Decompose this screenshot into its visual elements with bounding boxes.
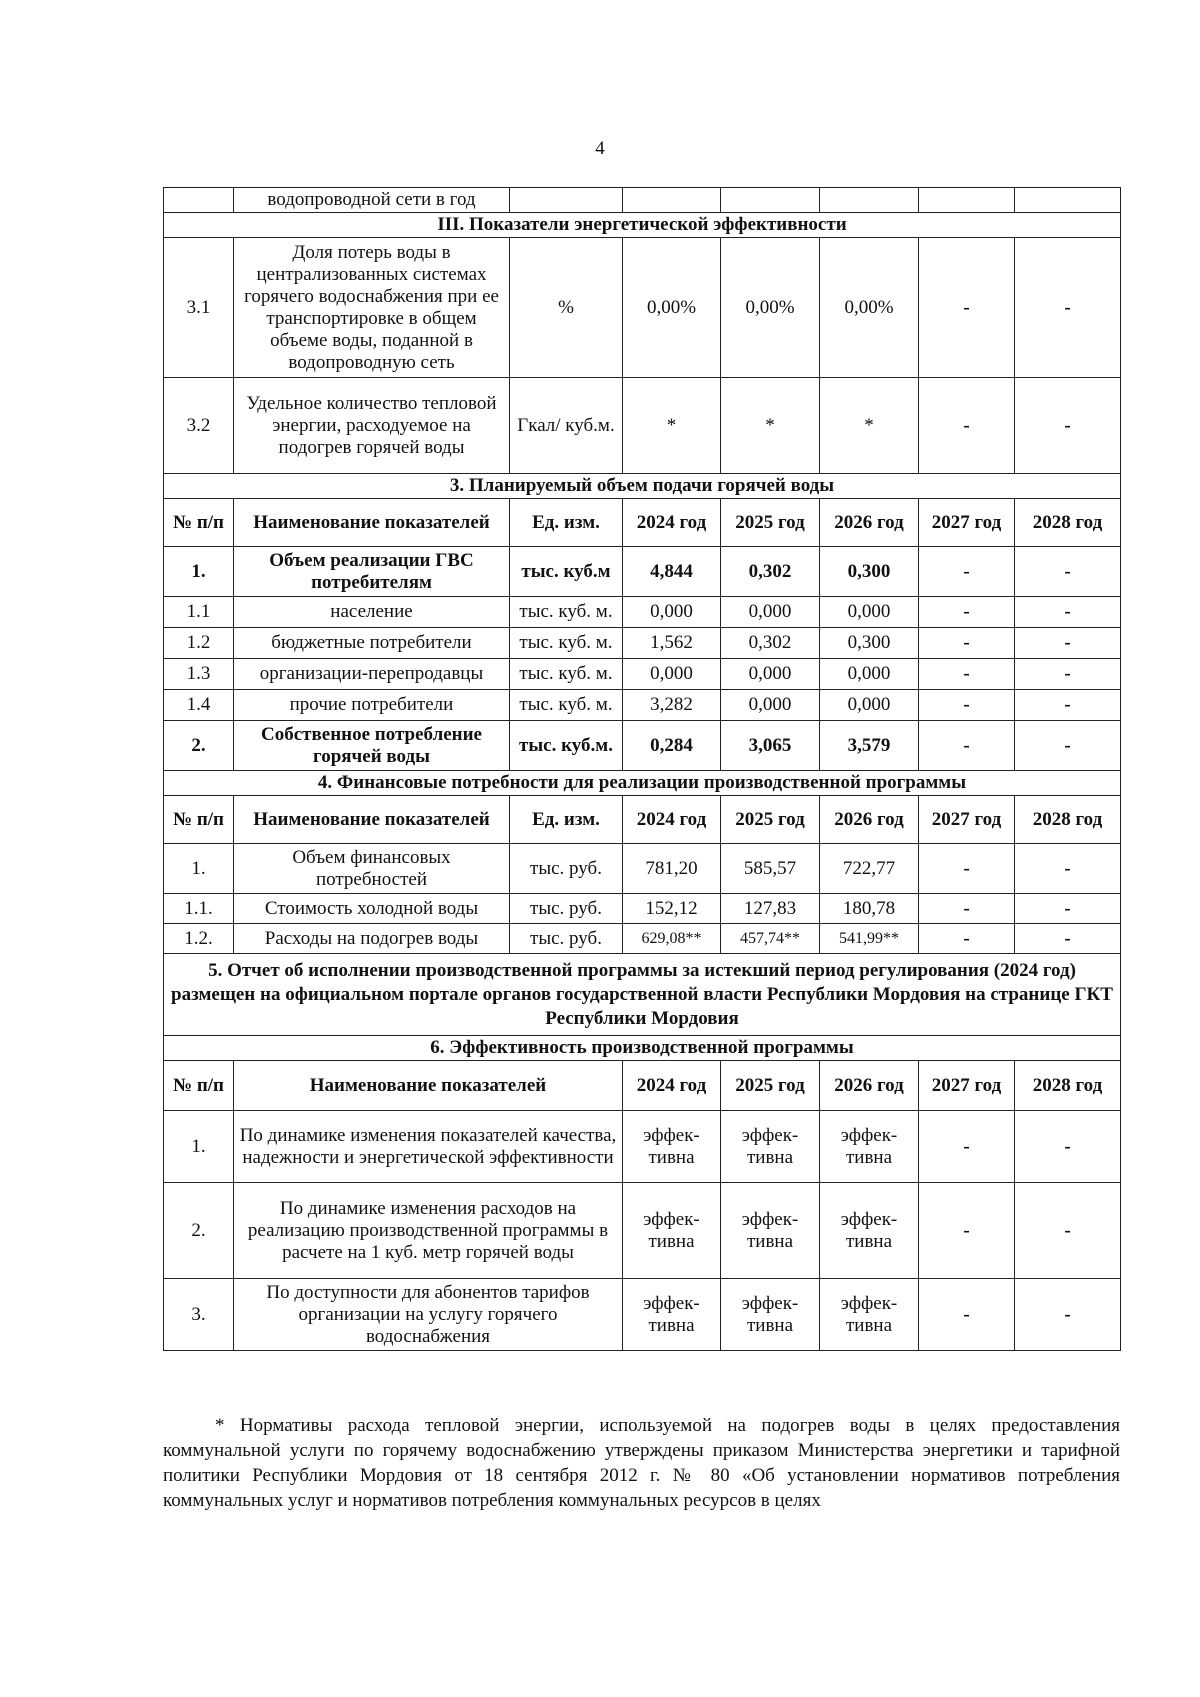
header-2024: 2024 год bbox=[623, 796, 721, 844]
row-num: 1.2. bbox=[164, 924, 234, 954]
row-name: Расходы на подогрев воды bbox=[234, 924, 510, 954]
value-2027: - bbox=[919, 1111, 1015, 1183]
header-num: № п/п bbox=[164, 1061, 234, 1111]
value-2024: эффек-тивна bbox=[623, 1111, 721, 1183]
value-2024: * bbox=[623, 378, 721, 474]
page-number: 4 bbox=[595, 138, 605, 159]
row-unit: тыс. руб. bbox=[510, 844, 623, 894]
section-title-volume: 3. Планируемый объем подачи горячей воды bbox=[164, 474, 1121, 499]
value-2028: - bbox=[1015, 659, 1121, 690]
value-2026: 3,579 bbox=[820, 721, 919, 771]
header-2027: 2027 год bbox=[919, 1061, 1015, 1111]
value-2024: 1,562 bbox=[623, 628, 721, 659]
header-2028: 2028 год bbox=[1015, 1061, 1121, 1111]
header-2026: 2026 год bbox=[820, 796, 919, 844]
value-2027: - bbox=[919, 844, 1015, 894]
row-name: Доля потерь воды в централизованных системах горячего водоснабжения при ее транспортировке в общем объеме воды, поданной в водопроводную сеть bbox=[234, 238, 510, 378]
table-row bbox=[164, 547, 1121, 597]
value-2028: - bbox=[1015, 924, 1121, 954]
row-name: По доступности для абонентов тарифов организации на услугу горячего водоснабжения bbox=[234, 1279, 623, 1351]
row-unit: тыс. куб. м. bbox=[510, 628, 623, 659]
value-2027: - bbox=[919, 378, 1015, 474]
row-name: Объем реализации ГВС потребителям bbox=[234, 547, 510, 597]
value-2027: - bbox=[919, 659, 1015, 690]
value-2025: 585,57 bbox=[721, 844, 820, 894]
program-table bbox=[163, 187, 1121, 1351]
value-2027: - bbox=[919, 690, 1015, 721]
value-2025: 0,302 bbox=[721, 547, 820, 597]
continuation-name: водопроводной сети в год bbox=[234, 188, 510, 213]
header-2027: 2027 год bbox=[919, 499, 1015, 547]
value-2028: - bbox=[1015, 690, 1121, 721]
row-num: 2. bbox=[164, 1183, 234, 1279]
header-2024: 2024 год bbox=[623, 499, 721, 547]
row-name: прочие потребители bbox=[234, 690, 510, 721]
table-row bbox=[164, 721, 1121, 771]
row-name: Удельное количество тепловой энергии, расходуемое на подогрев горячей воды bbox=[234, 378, 510, 474]
table-row bbox=[164, 1279, 1121, 1351]
header-num: № п/п bbox=[164, 499, 234, 547]
table-row bbox=[164, 1183, 1121, 1279]
row-num: 1.1. bbox=[164, 894, 234, 924]
value-2027: - bbox=[919, 597, 1015, 628]
row-num: 2. bbox=[164, 721, 234, 771]
row-num: 3.1 bbox=[164, 238, 234, 378]
value-2024: 152,12 bbox=[623, 894, 721, 924]
header-2028: 2028 год bbox=[1015, 796, 1121, 844]
header-2028: 2028 год bbox=[1015, 499, 1121, 547]
row-unit: % bbox=[510, 238, 623, 378]
value-2027: - bbox=[919, 721, 1015, 771]
value-2024: 0,000 bbox=[623, 659, 721, 690]
value-2028: - bbox=[1015, 894, 1121, 924]
value-2025: 0,302 bbox=[721, 628, 820, 659]
value-2026: * bbox=[820, 378, 919, 474]
header-name: Наименование показателей bbox=[234, 1061, 623, 1111]
row-unit: тыс. куб. м. bbox=[510, 659, 623, 690]
value-2024: 0,000 bbox=[623, 597, 721, 628]
value-2025: 0,000 bbox=[721, 659, 820, 690]
row-num: 3. bbox=[164, 1279, 234, 1351]
row-num: 3.2 bbox=[164, 378, 234, 474]
value-2028: - bbox=[1015, 238, 1121, 378]
value-2025: эффек-тивна bbox=[721, 1279, 820, 1351]
header-2026: 2026 год bbox=[820, 1061, 919, 1111]
row-name: население bbox=[234, 597, 510, 628]
table-row bbox=[164, 1111, 1121, 1183]
value-2027: - bbox=[919, 1183, 1015, 1279]
value-2026: 722,77 bbox=[820, 844, 919, 894]
row-unit: Гкал/ куб.м. bbox=[510, 378, 623, 474]
header-name: Наименование показателей bbox=[234, 796, 510, 844]
value-2027: - bbox=[919, 547, 1015, 597]
value-2027: - bbox=[919, 924, 1015, 954]
value-2025: 0,000 bbox=[721, 690, 820, 721]
header-2025: 2025 год bbox=[721, 796, 820, 844]
section-title-energy: III. Показатели энергетической эффективности bbox=[164, 213, 1121, 238]
value-2024: эффек-тивна bbox=[623, 1183, 721, 1279]
row-name: бюджетные потребители bbox=[234, 628, 510, 659]
value-2026: эффек-тивна bbox=[820, 1279, 919, 1351]
row-num: 1. bbox=[164, 844, 234, 894]
value-2028: - bbox=[1015, 547, 1121, 597]
value-2028: - bbox=[1015, 1279, 1121, 1351]
value-2027: - bbox=[919, 628, 1015, 659]
section-title-report: 5. Отчет об исполнении производственной программы за истекший период регулирования (2024 год) размещен на официальном портале органов государственной власти Республики Мордовия на странице ГКТ Республики Мордовия bbox=[164, 954, 1121, 1036]
table-row bbox=[164, 894, 1121, 924]
row-unit: тыс. руб. bbox=[510, 924, 623, 954]
value-2025: 3,065 bbox=[721, 721, 820, 771]
value-2028: - bbox=[1015, 378, 1121, 474]
table-row bbox=[164, 378, 1121, 474]
header-2026: 2026 год bbox=[820, 499, 919, 547]
table-row bbox=[164, 628, 1121, 659]
value-2027: - bbox=[919, 238, 1015, 378]
row-unit: тыс. куб. м. bbox=[510, 597, 623, 628]
value-2025: 0,00% bbox=[721, 238, 820, 378]
value-2026: 0,000 bbox=[820, 690, 919, 721]
row-num: 1. bbox=[164, 1111, 234, 1183]
row-name: По динамике изменения показателей качества, надежности и энергетической эффективности bbox=[234, 1111, 623, 1183]
value-2025: 457,74** bbox=[721, 924, 820, 954]
header-name: Наименование показателей bbox=[234, 499, 510, 547]
value-2028: - bbox=[1015, 597, 1121, 628]
table-header-row bbox=[164, 499, 1121, 547]
row-name: Собственное потребление горячей воды bbox=[234, 721, 510, 771]
value-2026: эффек-тивна bbox=[820, 1111, 919, 1183]
header-2025: 2025 год bbox=[721, 1061, 820, 1111]
value-2025: * bbox=[721, 378, 820, 474]
row-name: По динамике изменения расходов на реализацию производственной программы в расчете на 1 куб. метр горячей воды bbox=[234, 1183, 623, 1279]
value-2028: - bbox=[1015, 628, 1121, 659]
value-2026: 180,78 bbox=[820, 894, 919, 924]
value-2026: 0,000 bbox=[820, 659, 919, 690]
value-2026: 0,00% bbox=[820, 238, 919, 378]
value-2025: эффек-тивна bbox=[721, 1183, 820, 1279]
header-unit: Ед. изм. bbox=[510, 796, 623, 844]
value-2024: 3,282 bbox=[623, 690, 721, 721]
continuation-row bbox=[164, 188, 1121, 213]
row-num: 1.1 bbox=[164, 597, 234, 628]
row-unit: тыс. куб. м. bbox=[510, 690, 623, 721]
value-2026: 0,000 bbox=[820, 597, 919, 628]
header-unit: Ед. изм. bbox=[510, 499, 623, 547]
value-2025: 127,83 bbox=[721, 894, 820, 924]
row-unit: тыс. куб.м. bbox=[510, 721, 623, 771]
value-2026: 0,300 bbox=[820, 628, 919, 659]
value-2028: - bbox=[1015, 1183, 1121, 1279]
value-2027: - bbox=[919, 894, 1015, 924]
header-2024: 2024 год bbox=[623, 1061, 721, 1111]
value-2024: 781,20 bbox=[623, 844, 721, 894]
value-2026: 541,99** bbox=[820, 924, 919, 954]
header-2025: 2025 год bbox=[721, 499, 820, 547]
value-2024: 629,08** bbox=[623, 924, 721, 954]
table-row bbox=[164, 844, 1121, 894]
value-2027: - bbox=[919, 1279, 1015, 1351]
header-2027: 2027 год bbox=[919, 796, 1015, 844]
row-num: 1.4 bbox=[164, 690, 234, 721]
row-num: 1.3 bbox=[164, 659, 234, 690]
value-2024: эффек-тивна bbox=[623, 1279, 721, 1351]
row-num: 1.2 bbox=[164, 628, 234, 659]
row-unit: тыс. куб.м bbox=[510, 547, 623, 597]
value-2024: 4,844 bbox=[623, 547, 721, 597]
value-2026: эффек-тивна bbox=[820, 1183, 919, 1279]
row-unit: тыс. руб. bbox=[510, 894, 623, 924]
table-row bbox=[164, 597, 1121, 628]
value-2026: 0,300 bbox=[820, 547, 919, 597]
footnote: * Нормативы расхода тепловой энергии, используемой на подогрев воды в целях предоставления коммунальной услуги по горячему водоснабжению утверждены приказом Министерства энергетики и тарифной политики Республики Мордовия от 18 сентября 2012 г. № 80 «Об установлении нормативов потребления коммунальных услуг и нормативов потребления коммунальных ресурсов в целях bbox=[163, 1415, 1120, 1511]
value-2028: - bbox=[1015, 844, 1121, 894]
header-num: № п/п bbox=[164, 796, 234, 844]
table-header-row bbox=[164, 796, 1121, 844]
table-row bbox=[164, 924, 1121, 954]
row-num: 1. bbox=[164, 547, 234, 597]
row-name: Объем финансовых потребностей bbox=[234, 844, 510, 894]
value-2028: - bbox=[1015, 721, 1121, 771]
table-row bbox=[164, 690, 1121, 721]
row-name: организации-перепродавцы bbox=[234, 659, 510, 690]
value-2024: 0,284 bbox=[623, 721, 721, 771]
value-2024: 0,00% bbox=[623, 238, 721, 378]
section-title-efficiency: 6. Эффективность производственной программы bbox=[164, 1036, 1121, 1061]
value-2025: 0,000 bbox=[721, 597, 820, 628]
row-name: Стоимость холодной воды bbox=[234, 894, 510, 924]
table-row bbox=[164, 238, 1121, 378]
value-2028: - bbox=[1015, 1111, 1121, 1183]
value-2025: эффек-тивна bbox=[721, 1111, 820, 1183]
section-title-finance: 4. Финансовые потребности для реализации производственной программы bbox=[164, 771, 1121, 796]
table-row bbox=[164, 659, 1121, 690]
table-header-row bbox=[164, 1061, 1121, 1111]
